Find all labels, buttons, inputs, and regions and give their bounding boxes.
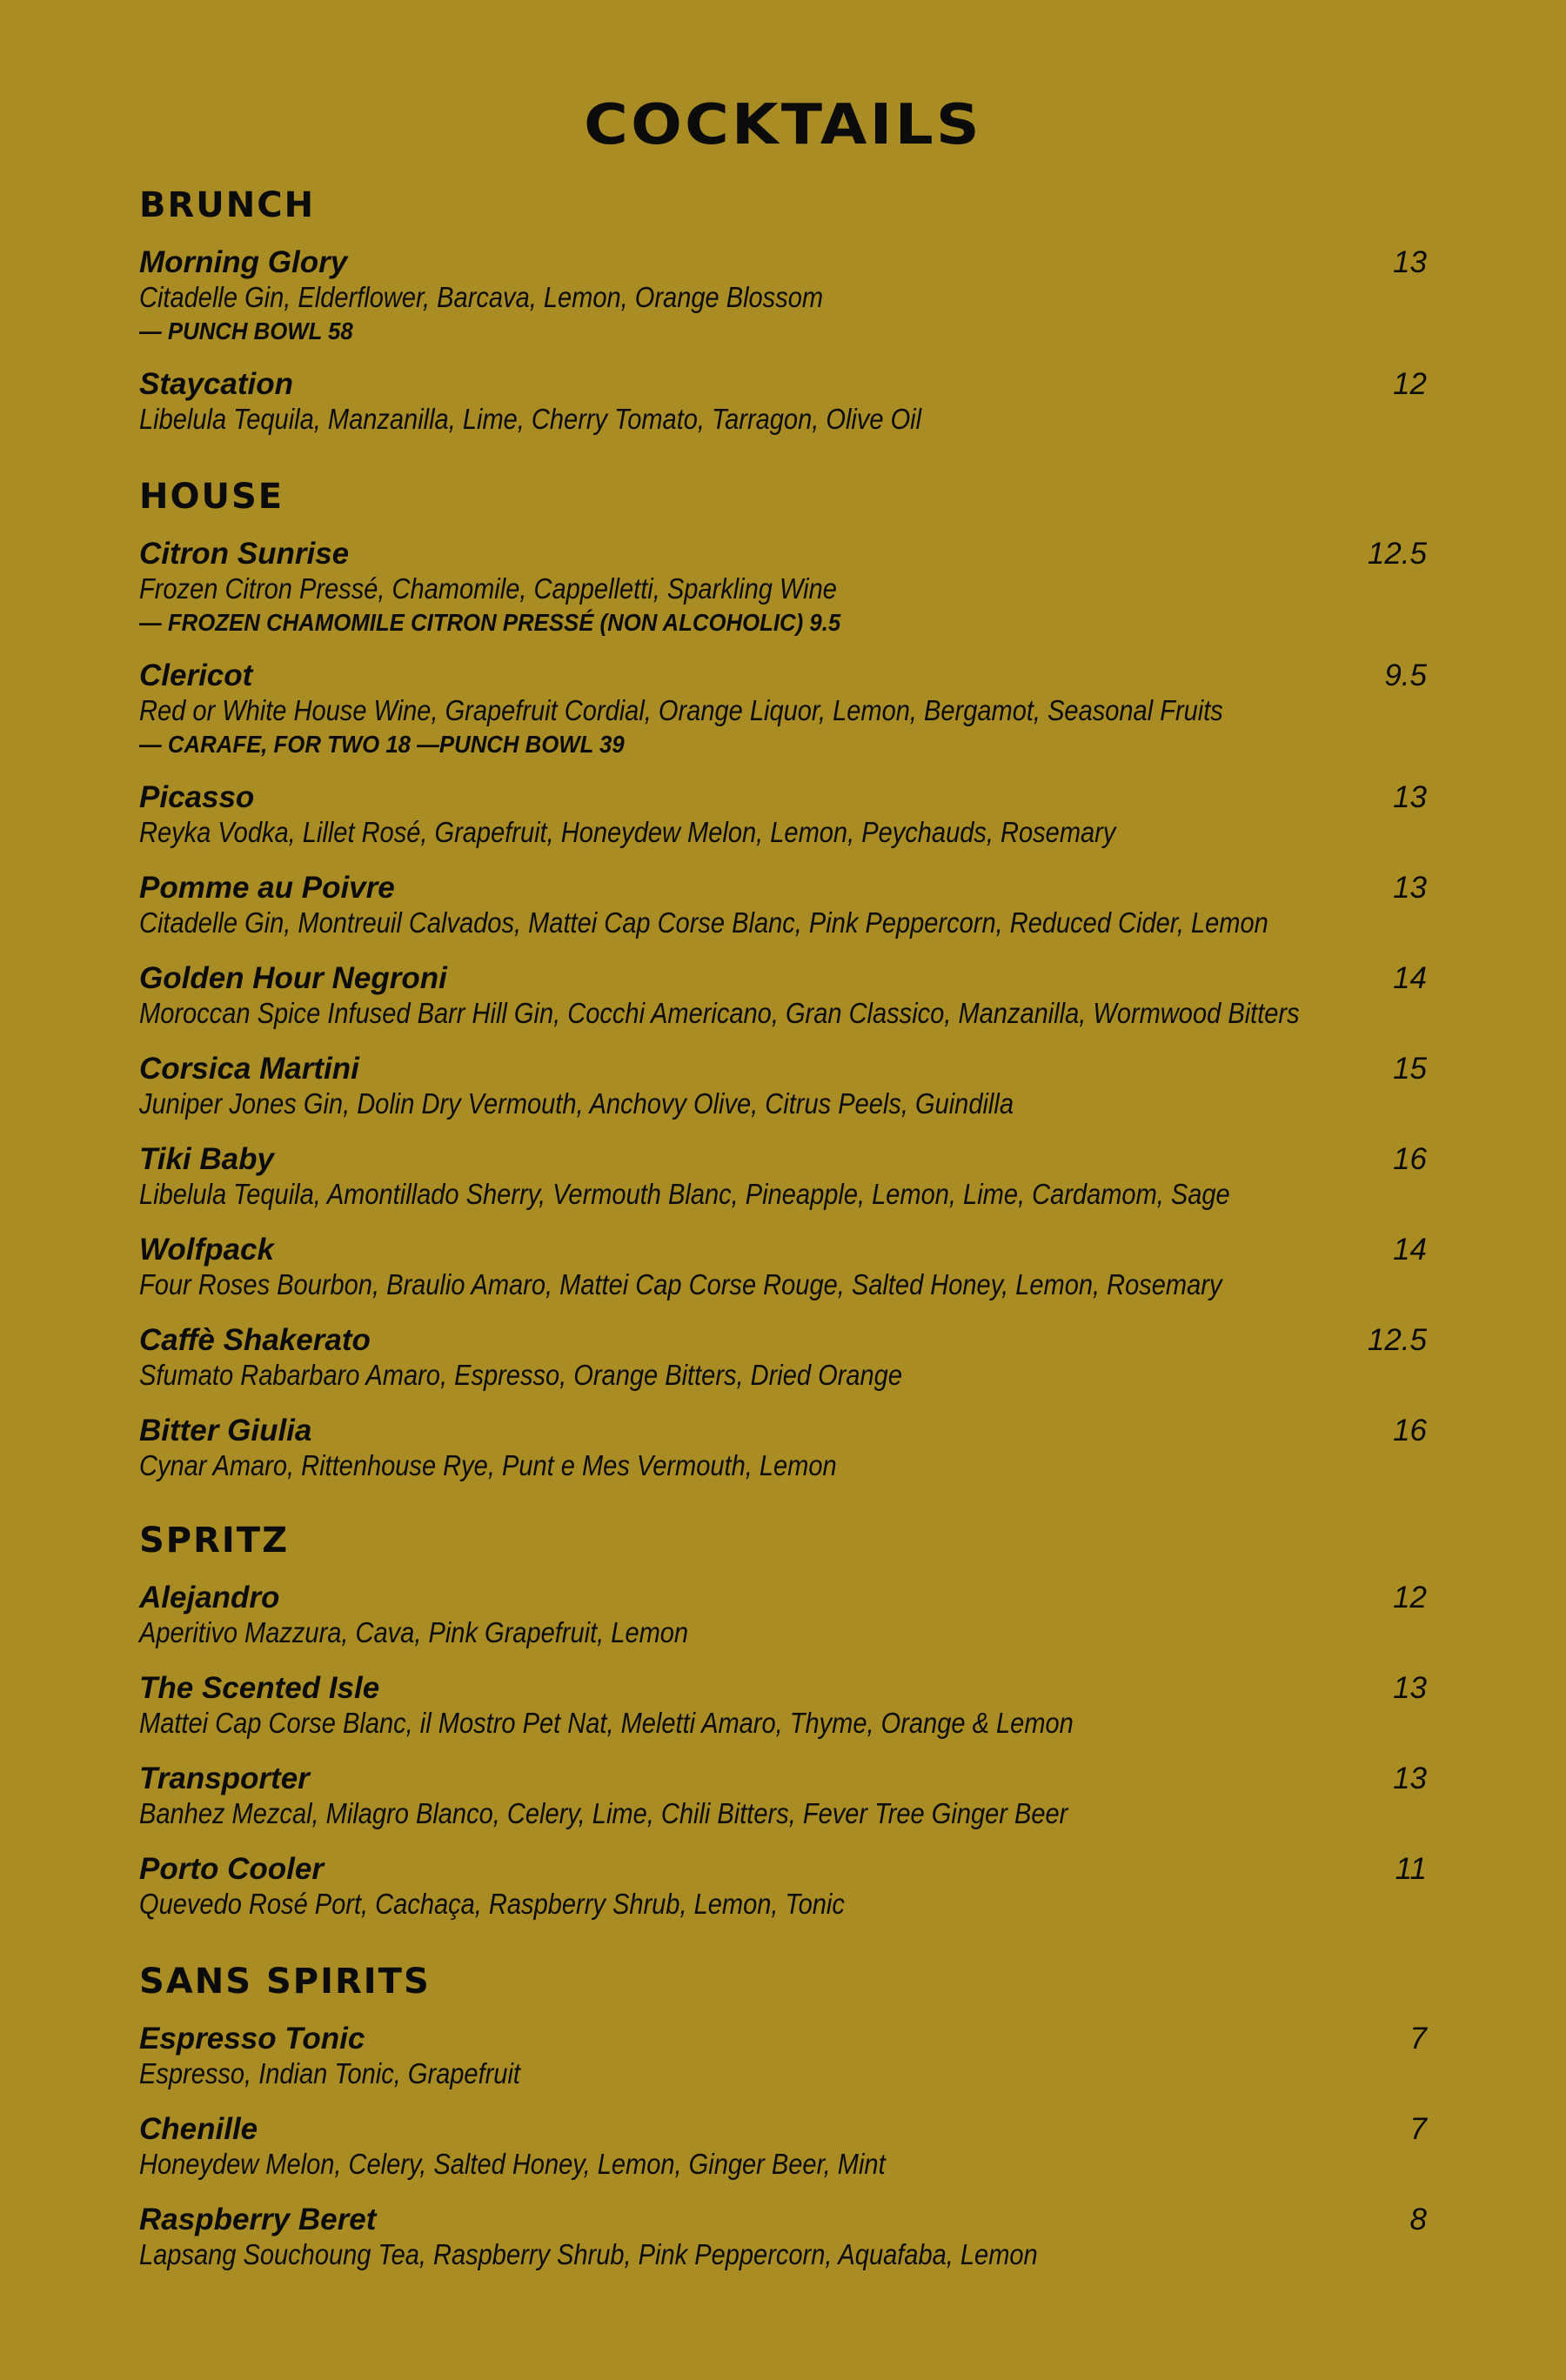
menu-item-name: Morning Glory: [139, 245, 348, 279]
menu-item-name: Porto Cooler: [139, 1852, 324, 1886]
menu-item-price: 13: [1393, 245, 1427, 279]
menu-item-name: Espresso Tonic: [139, 2022, 365, 2056]
menu-item-header: [139, 961, 1427, 996]
menu-item-header: [139, 367, 1427, 402]
menu-item-name: Citron Sunrise: [139, 537, 350, 571]
menu-item: [139, 1671, 1427, 1741]
menu-item-header: [139, 1052, 1427, 1086]
menu-item-description: Mattei Cap Corse Blanc, il Mostro Pet Nat, Meletti Amaro, Thyme, Orange & Lemon: [139, 1707, 1074, 1739]
menu-item: [139, 1414, 1427, 1483]
menu-item: [139, 367, 1427, 437]
menu-item-price: 12.5: [1367, 1323, 1427, 1357]
menu-item-description: Cynar Amaro, Rittenhouse Rye, Punt e Mes Vermouth, Lemon: [139, 1449, 837, 1481]
menu-item-name: Raspberry Beret: [139, 2203, 377, 2236]
menu-item-price: 16: [1393, 1142, 1427, 1176]
menu-item-name: Staycation: [139, 367, 293, 401]
menu-item: [139, 961, 1427, 1031]
menu-item-description: Juniper Jones Gin, Dolin Dry Vermouth, Anchovy Olive, Citrus Peels, Guindilla: [139, 1087, 1014, 1120]
menu-item-description: Lapsang Souchoung Tea, Raspberry Shrub, Pink Peppercorn, Aquafaba, Lemon: [139, 2238, 1038, 2270]
menu-item: [139, 780, 1427, 850]
menu-item-name: Wolfpack: [139, 1233, 274, 1267]
menu-item-description: Citadelle Gin, Elderflower, Barcava, Lemon, Orange Blossom: [139, 281, 824, 313]
menu-item-note: — FROZEN CHAMOMILE CITRON PRESSÉ (NON ALCOHOLIC) 9.5: [139, 609, 841, 636]
menu-item-header: [139, 245, 1427, 280]
menu-item-description: Moroccan Spice Infused Barr Hill Gin, Cocchi Americano, Gran Classico, Manzanilla, Wormwood Bitters: [139, 997, 1300, 1029]
menu-item-name: Corsica Martini: [139, 1052, 359, 1086]
menu-item-header: [139, 2112, 1427, 2147]
menu-item: [139, 1233, 1427, 1302]
menu-item-header: [139, 2022, 1427, 2056]
menu-item-description: Espresso, Indian Tonic, Grapefruit: [139, 2057, 520, 2089]
menu-item-header: [139, 1581, 1427, 1615]
menu-item-description: Aperitivo Mazzura, Cava, Pink Grapefruit, Lemon: [139, 1616, 689, 1648]
menu-item-name: Picasso: [139, 780, 255, 814]
section-heading: BRUNCH: [139, 185, 316, 225]
menu-item: [139, 1852, 1427, 1922]
section-heading: SPRITZ: [139, 1521, 290, 1561]
menu-item: [139, 1762, 1427, 1831]
menu-item-header: [139, 1414, 1427, 1448]
menu-item-header: [139, 871, 1427, 906]
menu-item-price: 13: [1393, 1671, 1427, 1705]
menu-item-price: 7: [1409, 2022, 1427, 2056]
menu-item: [139, 245, 1427, 348]
menu-item-header: [139, 1671, 1427, 1706]
menu-item-price: 9.5: [1384, 659, 1427, 692]
section-heading: SANS SPIRITS: [139, 1962, 431, 2002]
section-heading: HOUSE: [139, 477, 284, 517]
menu-item-description: Honeydew Melon, Celery, Salted Honey, Lemon, Ginger Beer, Mint: [139, 2148, 886, 2180]
menu-item-note: — PUNCH BOWL 58: [139, 318, 353, 344]
menu-item: [139, 2203, 1427, 2272]
menu-item: [139, 871, 1427, 940]
menu-item: [139, 2022, 1427, 2091]
menu-item-header: [139, 1142, 1427, 1177]
menu-item-header: [139, 1233, 1427, 1267]
menu-item-header: [139, 2203, 1427, 2237]
menu-item-description: Frozen Citron Pressé, Chamomile, Cappelletti, Sparkling Wine: [139, 572, 837, 605]
menu-item-price: 12: [1393, 367, 1427, 401]
menu-item-header: [139, 780, 1427, 815]
menu-item-description: Red or White House Wine, Grapefruit Cordial, Orange Liquor, Lemon, Bergamot, Seasonal Fruits: [139, 694, 1223, 726]
menu-item-name: Bitter Giulia: [139, 1414, 312, 1447]
menu-item-header: [139, 537, 1427, 572]
menu-item: [139, 1323, 1427, 1393]
menu-item-description: Four Roses Bourbon, Braulio Amaro, Mattei Cap Corse Rouge, Salted Honey, Lemon, Rosemary: [139, 1268, 1222, 1300]
menu-item-price: 15: [1393, 1052, 1427, 1086]
menu-item-price: 8: [1409, 2203, 1427, 2236]
menu-item-name: Pomme au Poivre: [139, 871, 395, 905]
menu-item-price: 13: [1393, 1762, 1427, 1795]
menu-item: [139, 1142, 1427, 1212]
menu-item-header: [139, 1852, 1427, 1887]
menu-item-header: [139, 659, 1427, 693]
menu-item-price: 14: [1393, 1233, 1427, 1267]
menu-item-price: 16: [1393, 1414, 1427, 1447]
menu-item-price: 7: [1409, 2112, 1427, 2146]
menu-title: COCKTAILS: [584, 93, 982, 157]
menu-item-description: Libelula Tequila, Amontillado Sherry, Vermouth Blanc, Pineapple, Lemon, Lime, Cardamom, Sage: [139, 1178, 1230, 1210]
menu-item: [139, 1052, 1427, 1121]
menu-item-price: 14: [1393, 961, 1427, 995]
menu-item-name: Transporter: [139, 1762, 310, 1795]
menu-item-note: — CARAFE, FOR TWO 18 —PUNCH BOWL 39: [139, 731, 625, 758]
menu-page: [139, 0, 1427, 2270]
menu-item-description: Banhez Mezcal, Milagro Blanco, Celery, Lime, Chili Bitters, Fever Tree Ginger Beer: [139, 1797, 1068, 1829]
menu-item-description: Reyka Vodka, Lillet Rosé, Grapefruit, Honeydew Melon, Lemon, Peychauds, Rosemary: [139, 816, 1116, 848]
menu-item-name: Chenille: [139, 2112, 258, 2146]
menu-item-description: Libelula Tequila, Manzanilla, Lime, Cherry Tomato, Tarragon, Olive Oil: [139, 403, 922, 435]
menu-item-header: [139, 1762, 1427, 1796]
menu-item-price: 13: [1393, 871, 1427, 905]
menu-item-description: Sfumato Rabarbaro Amaro, Espresso, Orange Bitters, Dried Orange: [139, 1359, 902, 1391]
menu-item-name: Caffè Shakerato: [139, 1323, 371, 1357]
menu-item-price: 12.5: [1367, 537, 1427, 571]
menu-item: [139, 537, 1427, 639]
menu-item-price: 13: [1393, 780, 1427, 814]
menu-item-name: Alejandro: [139, 1581, 280, 1615]
menu-item-header: [139, 1323, 1427, 1358]
menu-item-price: 11: [1395, 1852, 1427, 1886]
menu-item: [139, 659, 1427, 761]
menu-item-description: Citadelle Gin, Montreuil Calvados, Mattei Cap Corse Blanc, Pink Peppercorn, Reduced Cider, Lemon: [139, 906, 1268, 939]
menu-item-price: 12: [1393, 1581, 1427, 1615]
menu-item-description: Quevedo Rosé Port, Cachaça, Raspberry Shrub, Lemon, Tonic: [139, 1888, 845, 1920]
menu-item-name: The Scented Isle: [139, 1671, 380, 1705]
menu-item-name: Golden Hour Negroni: [139, 961, 447, 995]
menu-item-name: Tiki Baby: [139, 1142, 274, 1176]
menu-item: [139, 1581, 1427, 1650]
menu-item: [139, 2112, 1427, 2182]
menu-item-name: Clericot: [139, 659, 253, 692]
